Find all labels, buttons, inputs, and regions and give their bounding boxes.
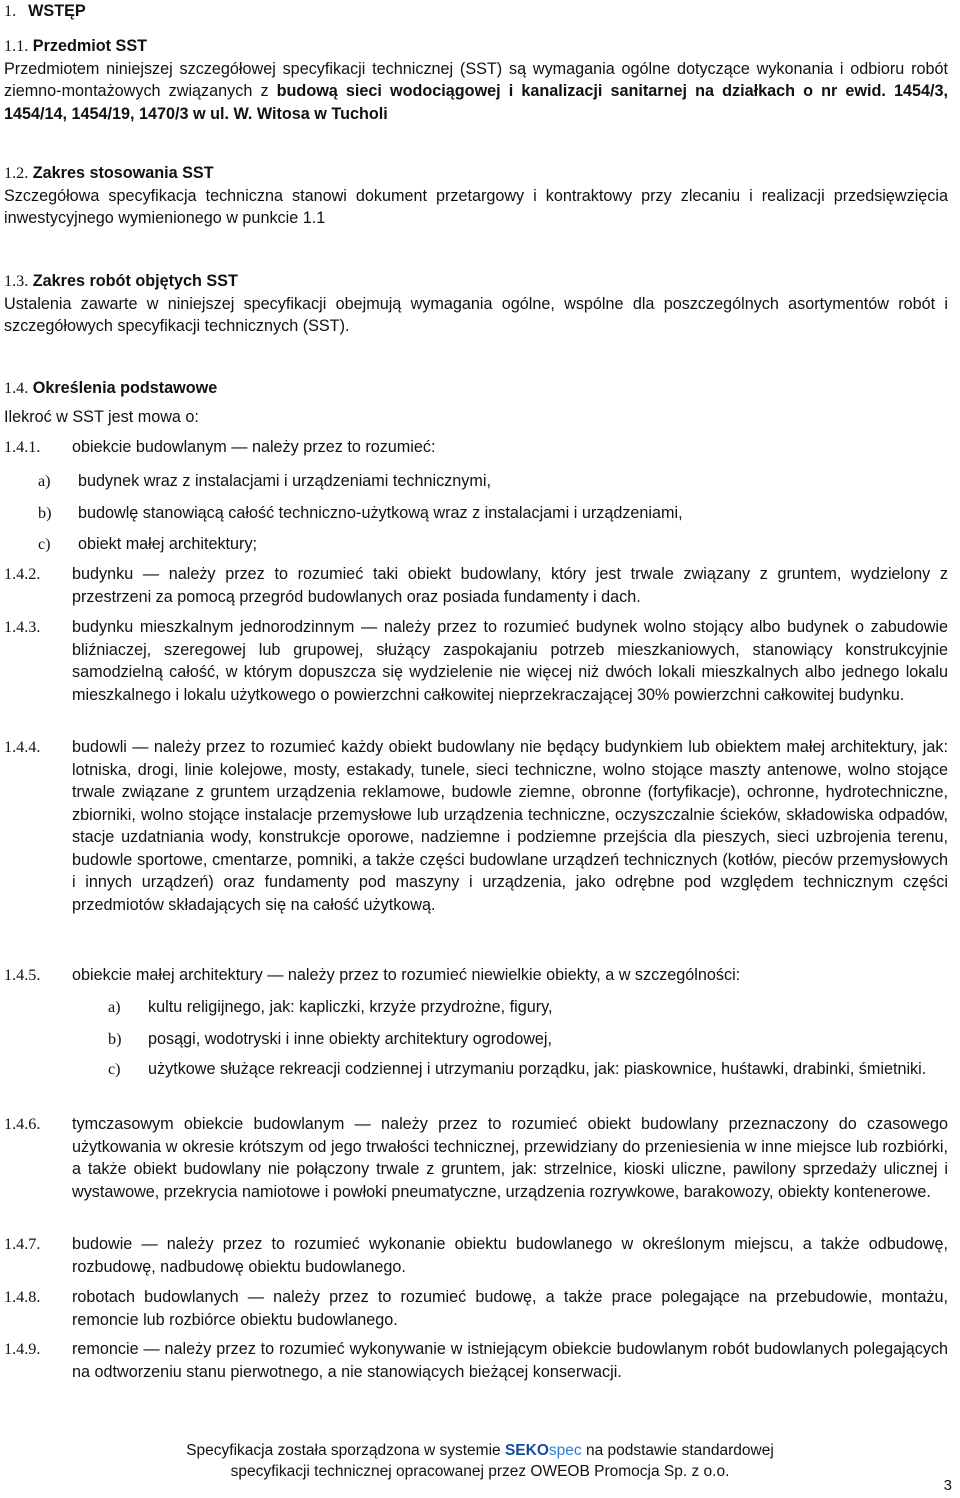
- list-label: c): [38, 535, 51, 553]
- definition-1-4-4: [4, 736, 948, 916]
- page-number: 3: [943, 1477, 952, 1494]
- seko-logo: [505, 1442, 582, 1459]
- chapter-heading: [4, 0, 86, 23]
- chapter-title: WSTĘP: [28, 2, 86, 20]
- section-intro: Ilekroć w SST jest mowa o:: [4, 408, 199, 426]
- definition-number: 1.4.9.: [4, 1340, 41, 1358]
- footer-line-1: [0, 1440, 960, 1461]
- definition-1-4-8: [4, 1286, 948, 1331]
- logo-text-seko: SEKO: [504, 1442, 549, 1459]
- definition-1-4-3: [4, 616, 948, 706]
- definition-number: 1.4.1.: [4, 438, 41, 456]
- list-label: a): [108, 998, 121, 1016]
- chapter-number: 1.: [4, 2, 17, 20]
- list-label: b): [108, 1030, 122, 1048]
- definition-text: obiekcie budowlanym — należy przez to rozumieć:: [72, 438, 436, 456]
- section-number: 1.4.: [4, 379, 29, 397]
- definition-number: 1.4.6.: [4, 1115, 41, 1133]
- list-item: [108, 996, 948, 1019]
- section-paragraph: [4, 58, 948, 126]
- section-title: Zakres stosowania SST: [32, 164, 214, 182]
- list-text: obiekt małej architektury;: [78, 535, 258, 553]
- section-heading: [4, 35, 948, 58]
- list-item: [38, 502, 918, 525]
- section-number: 1.1.: [4, 37, 29, 55]
- section-heading: [4, 377, 948, 400]
- definition-1-4-2: [4, 563, 948, 608]
- footer-text: na podstawie standardowej: [585, 1442, 774, 1459]
- definition-number: 1.4.8.: [4, 1288, 41, 1306]
- definition-text: budynku — należy przez to rozumieć taki obiekt budowlany, który jest trwale związany z gruntem, wydzielony z przestrzeni za pomocą przegród budowlanych oraz posiada fundamenty i dach.: [72, 565, 948, 606]
- definition-text: budynku mieszkalnym jednorodzinnym — należy przez to rozumieć budynek wolno stojący albo budynek o zabudowie bliźniaczej, szeregowej lub grupowej, służący zaspokajaniu potrzeb mieszkaniowych, stanowiący konstrukcyjnie samodzielną całość, w którym dopuszcza się wydzielenie nie więcej niż dwóch lokali mieszkalnych albo jednego lokalu mieszkalnego i lokalu użytkowego o powierzchni całkowitej nieprzekraczającej 30% powierzchni całkowitej budynku.: [72, 618, 948, 704]
- definition-text: tymczasowym obiekcie budowlanym — należy przez to rozumieć obiekt budowlany przeznaczony do czasowego użytkowania w okresie krótszym od jego trwałości technicznej, przewidziany do przeniesienia w inne miejsce lub rozbiórki, a także obiekt budowlany nie połączony trwale z gruntem, jak: strzelnice, kioski uliczne, pawilony sprzedaży ulicznej i wystawowe, przekrycia namiotowe i powłoki pneumatyczne, urządzenia rozrywkowe, barakowozy, obiekty kontenerowe.: [72, 1115, 948, 1201]
- definition-1-4-7: [4, 1233, 948, 1278]
- definition-number: 1.4.4.: [4, 738, 41, 756]
- section-title: Przedmiot SST: [32, 37, 148, 55]
- paragraph-bold-text: budową sieci wodociągowej i kanalizacji sanitarnej na działkach o nr ewid. 1454/3, 1454/14, 1454/19, 1470/3 w ul. W. Witosa w Tucholi: [4, 82, 948, 123]
- section-number: 1.2.: [4, 164, 29, 182]
- list-item: [38, 470, 918, 493]
- definition-1-4-1: [4, 436, 948, 459]
- definition-number: 1.4.5.: [4, 966, 41, 984]
- logo-text-spec: spec: [548, 1442, 582, 1459]
- list-text: budynek wraz z instalacjami i urządzeniami technicznymi,: [78, 472, 491, 490]
- definition-number: 1.4.3.: [4, 618, 41, 636]
- list-item: [108, 1058, 948, 1081]
- definition-text: robotach budowlanych — należy przez to rozumieć budowę, a także prace polegające na przebudowie, montażu, remoncie lub rozbiórce obiektu budowlanego.: [72, 1288, 948, 1329]
- list-text: użytkowe służące rekreacji codziennej i utrzymaniu porządku, jak: piaskownice, huśtawki, drabinki, śmietniki.: [148, 1060, 927, 1078]
- list-text: posągi, wodotryski i inne obiekty architektury ogrodowej,: [148, 1030, 552, 1048]
- section-title: Zakres robót objętych SST: [32, 272, 238, 290]
- definition-text: budowli — należy przez to rozumieć każdy obiekt budowlany nie będący budynkiem lub obiektem małej architektury, jak: lotniska, drogi, linie kolejowe, mosty, estakady, tunele, sieci techniczne, wolno stojące maszty antenowe, wolno stojące trwale związane z gruntem urządzenia reklamowe, budowle ziemne, obronne (fortyfikacje), ochronne, hydrotechniczne, zbiorniki, wolno stojące instalacje przemysłowe lub urządzenia techniczne, oczyszczalnie ścieków, składowiska odpadów, stacje uzdatniania wody, konstrukcje oporowe, nadziemne i podziemne przejścia dla pieszych, sieci uzbrojenia terenu, budowle sportowe, cmentarze, pomniki, a także części budowlane urządzeń technicznych (kotłów, pieców przemysłowych i innych urządzeń) oraz fundamenty pod maszyny i urządzenia, jako odrębne pod względem technicznym części przedmiotów składających się na całość użytkową.: [72, 738, 948, 914]
- list-label: b): [38, 504, 52, 522]
- section-title: Określenia podstawowe: [32, 379, 218, 397]
- section-paragraph: Ustalenia zawarte w niniejszej specyfikacji obejmują wymagania ogólne, wspólne dla poszczególnych asortymentów robót i szczegółowych specyfikacji technicznych (SST).: [4, 294, 948, 335]
- definition-text: budowie — należy przez to rozumieć wykonanie obiektu budowlanego w określonym miejscu, a także odbudowę, rozbudowę, nadbudowę obiektu budowlanego.: [72, 1235, 948, 1276]
- list-text: budowlę stanowiącą całość techniczno-użytkową wraz z instalacjami i urządzeniami,: [78, 504, 683, 522]
- section-heading: [4, 270, 948, 293]
- section-1-4: [4, 377, 948, 400]
- section-1-2: [4, 162, 948, 230]
- definition-text: obiekcie małej architektury — należy przez to rozumieć niewielkie obiekty, a w szczególności:: [72, 966, 741, 984]
- definition-1-4-6: [4, 1113, 948, 1203]
- list-item: [108, 1028, 948, 1051]
- list-item: [38, 533, 918, 556]
- list-text: kultu religijnego, jak: kapliczki, krzyże przydrożne, figury,: [148, 998, 553, 1016]
- footer-text: Specyfikacja została sporządzona w systemie: [186, 1442, 501, 1459]
- definition-1-4-5: [4, 964, 948, 987]
- definition-number: 1.4.7.: [4, 1235, 41, 1253]
- list-label: c): [108, 1060, 121, 1078]
- definition-number: 1.4.2.: [4, 565, 41, 583]
- list-label: a): [38, 472, 51, 490]
- paragraph-text: Przedmiotem niniejszej szczegółowej specyfikacji technicznej (SST) są wymagania ogólne dotyczące wykonania i odbioru robót ziemno-montażowych związanych z: [4, 59, 948, 100]
- section-1-1: [4, 35, 948, 125]
- definition-1-4-9: [4, 1338, 948, 1383]
- section-heading: [4, 162, 948, 185]
- section-1-3: [4, 270, 948, 338]
- section-paragraph: Szczegółowa specyfikacja techniczna stanowi dokument przetargowy i kontraktowy przy zlecaniu i realizacji przedsięwzięcia inwestycyjnego wymienionego w punkcie 1.1: [4, 186, 948, 227]
- definition-text: remoncie — należy przez to rozumieć wykonywanie w istniejącym obiekcie budowlanym robót budowlanych polegających na odtworzeniu stanu pierwotnego, a nie stanowiących bieżącej konserwacji.: [72, 1340, 948, 1381]
- footer-line-2: specyfikacji technicznej opracowanej przez OWEOB Promocja Sp. z o.o.: [230, 1463, 730, 1480]
- page-footer: [0, 1440, 960, 1482]
- section-number: 1.3.: [4, 272, 29, 290]
